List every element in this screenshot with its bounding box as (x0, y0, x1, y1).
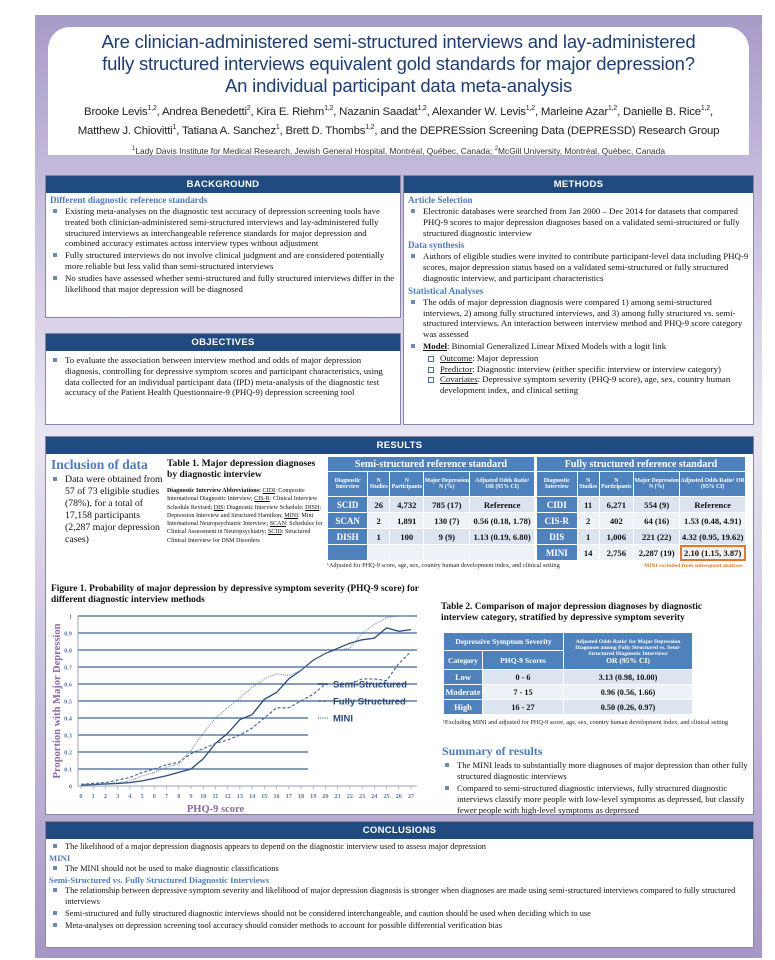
author-name: Danielle B. Rice (623, 105, 701, 118)
affiliations: $^1$Lady Davis Institute for Medical Research, Jewish General Hospital, Montréal, Québec, Canada; $^2$McGill University, Montréal, Québec, Canada (131, 145, 665, 156)
table1-row-header: SCAN (328, 513, 368, 529)
conclusions-heading: CONCLUSIONS (46, 822, 753, 839)
author-affiliation-mark: 1 (275, 123, 280, 131)
abbr-term: DIS (213, 504, 224, 511)
x-tick-label: 3 (116, 793, 120, 800)
objectives-bullet: To evaluate the association between interview method and odds of major depression diagnosis, controlling for depressive symptom scores and participant characteristics, using data collected for an individual participant data (IPD) meta-analysis of the diagnostic test accuracy of the Patient Health Questionnaire-9 (PHQ-9) depression screening tool (50, 355, 396, 398)
abbr-definition: : Composite International Diagnostic Interview; (167, 488, 305, 503)
model-text: : Binomial Generalized Linear Mixed Models with a logit link (446, 340, 667, 351)
table1-cell: 6,271 (599, 497, 633, 513)
author-affiliation-mark: 1,2 (365, 123, 375, 131)
x-tick-label: 14 (248, 793, 256, 800)
table1-column-header: Adjusted Odds Ratio¹ OR (95% CI) (470, 472, 535, 497)
y-tick-label: 0.3 (64, 732, 72, 740)
abbr-term: SCID (267, 529, 282, 536)
methods-section (403, 175, 754, 425)
table1-row-header: CIDI (537, 497, 578, 513)
table1-column-header: Diagnostic Interview (328, 472, 368, 497)
subitem-text: : Major depression (472, 352, 539, 363)
table1-fully-caption: Fully structured reference standard (537, 457, 746, 472)
x-tick-label: 8 (177, 793, 181, 800)
summary-bullet: The MINI leads to substantially more diagnoses of major depression than other fully structured diagnostic interviews (442, 760, 760, 782)
methods-subheading-data-synthesis: Data synthesis (408, 240, 465, 251)
x-tick-label: 9 (189, 793, 193, 800)
author-name: Nazanin Saadat (339, 105, 418, 118)
table1-cell: 785 (17) (424, 497, 470, 513)
methods-bullet: Electronic databases were searched from Jan 2000 – Dec 2014 for datasets that compared PHQ-9 scores to major depression diagnoses based on a validated semi-structured or fully structured diagnostic interview (408, 206, 749, 238)
table1-column-header: Diagnostic Interview (537, 472, 578, 497)
table2-title: Table 2. Comparison of major depression diagnoses by diagnostic interview category, stratified by depressive symptom severity (441, 602, 703, 624)
table2-or-header (564, 633, 693, 670)
x-tick-label: 18 (297, 793, 305, 800)
table1-cell: 2.10 (1.15, 3.87) (680, 545, 746, 561)
author-name: Brett D. Thombs (285, 124, 366, 137)
conclusions-list-1 (46, 841, 753, 852)
y-tick-label: 0.5 (64, 698, 72, 706)
table1-cell (470, 545, 535, 561)
table1-row (328, 529, 535, 545)
table2-row-header: Low (444, 670, 483, 685)
x-tick-label: 11 (212, 793, 219, 800)
abbr-definition: : Clinical Interview Schedule Revised; (167, 496, 318, 511)
table1-row (328, 545, 535, 561)
author-name: Tatiana A. Sanchez (181, 124, 276, 137)
objectives-section (45, 333, 401, 425)
abbr-term: SCAN (269, 521, 286, 528)
x-tick-label: 25 (383, 793, 390, 800)
conclusions-bullet: The MINI should not be used to make diagnostic classifications (50, 863, 749, 874)
conclusions-subheading-mini: MINI (49, 853, 71, 863)
summary-title: Summary of results (442, 744, 543, 758)
author-name: Kira E. Riehm (256, 105, 325, 118)
legend-label: MINI (333, 713, 354, 725)
table1-cell: 2,287 (19) (633, 545, 679, 561)
x-tick-label: 20 (322, 793, 329, 800)
table2-cell: 0.50 (0.26, 0.97) (564, 700, 693, 715)
background-heading: BACKGROUND (46, 176, 400, 193)
table1-abbreviations (167, 487, 329, 545)
abbr-term: MINI (284, 512, 299, 519)
abbr-term: CIDI (262, 488, 276, 494)
table1-cell: 2 (577, 513, 599, 529)
table1-row-header: SCID (328, 497, 368, 513)
table1-cell: 402 (599, 513, 633, 529)
x-tick-label: 24 (371, 793, 378, 800)
table1-row-header (328, 545, 368, 561)
title-line-1: Are clinician-administered semi-structured interviews and lay-administered (101, 31, 696, 52)
table1-title: Table 1. Major depression diagnoses by diagnostic interview (167, 458, 316, 480)
abbr-definition: : Mini International Neuropsychiatric Interview; (167, 512, 314, 528)
x-tick-label: 22 (346, 793, 354, 800)
table1-row (537, 545, 746, 561)
methods-bullet: Authors of eligible studies were invited to contribute participant-level data including PHQ-9 scores, major depression status based on a validated semi-structured or fully structured diagnostic interview, and participant characteristics (408, 251, 749, 283)
table1-cell (390, 545, 424, 561)
y-tick-label: 0.9 (64, 630, 72, 638)
summary-bullet: Compared to semi-structured diagnostic interviews, fully structured diagnostic interviews classify more people with low-level symptoms as depressed, but classify fewer people with high-level symptoms as depressed (442, 783, 760, 816)
authors-line-1: Brooke Levis$^{1,2}$, Andrea Benedetti$^2$, Kira E. Riehm$^{1,2}$, Nazanin Saadat$^{1,2}$, Alexander W. Levis$^{1,2}$, Marleine Azar$^{1,2}$, Danielle B. Rice$^{1,2}$, (84, 105, 713, 118)
abbr-label: Diagnostic Interview Abbreviations: (167, 488, 263, 494)
x-tick-label: 1 (91, 793, 95, 800)
table2-row (444, 700, 693, 715)
table1-cell: 9 (9) (424, 529, 470, 545)
table1-row-header: CIS-R (537, 513, 578, 529)
author-name: Brooke Levis (84, 105, 148, 118)
legend-label: Fully Structured (333, 696, 406, 708)
table1-cell: 4.32 (0.95, 19.62) (680, 529, 746, 545)
objectives-heading: OBJECTIVES (46, 334, 400, 351)
table2-col-scores: PHQ-9 Scores (483, 651, 564, 670)
table1-column-header: N Studies (577, 472, 599, 497)
author-affiliation-mark: 1,2 (324, 105, 334, 112)
author-name: Andrea Benedetti (161, 105, 247, 118)
x-tick-label: 4 (128, 793, 132, 800)
affiliation-2: McGill University, Montréal, Québec, Canada (498, 145, 665, 156)
author-affiliation-mark: 2 (246, 105, 251, 112)
title-line-3: An individual participant data meta-analysis (224, 75, 572, 96)
background-subheading: Different diagnostic reference standards (50, 195, 208, 205)
table1-cell: 130 (7) (424, 513, 470, 529)
table1-cell: 1.13 (0.19, 6.80) (470, 529, 535, 545)
y-tick-label: 0 (68, 783, 72, 791)
y-tick-label: 1 (68, 613, 72, 621)
conclusions-bullet: Meta-analyses on depression screening tool accuracy should consider methods to account for possible differential verification bias (50, 920, 749, 931)
table1-row (537, 497, 746, 513)
subitem-label: Outcome (440, 352, 473, 363)
table1-row-header: DIS (537, 529, 578, 545)
author-affiliation-mark: 1,2 (147, 105, 157, 112)
y-tick-label: 0.6 (64, 681, 72, 689)
x-tick-label: 2 (103, 793, 108, 800)
table1-cell: 4,732 (390, 497, 424, 513)
abbr-term: DISH (305, 504, 320, 511)
conclusions-section (45, 821, 754, 948)
methods-bullet-model (408, 341, 749, 352)
x-tick-label: 13 (236, 793, 244, 800)
x-tick-label: 10 (200, 793, 207, 800)
poster-title (48, 31, 749, 97)
conclusions-list-2 (46, 863, 753, 874)
title-line-2: fully structured interviews equivalent gold standards for major depression? (102, 53, 695, 74)
affiliation-1: Lady Davis Institute for Medical Research, Jewish General Hospital, Montréal, Québec, Canada; (135, 145, 493, 156)
author-group: and the DEPRESsion Screening Data (DEPRESSD) Research Group (380, 124, 720, 137)
table2-or-header-text: Adjusted Odds Ratio¹ for Major Depression Diagnoses among Fully Structured vs. Semi-Structured Diagnostic Interviews (575, 638, 681, 657)
model-label: Model (423, 340, 447, 351)
x-tick-label: 17 (285, 793, 292, 800)
table2-row (444, 670, 693, 685)
background-section (45, 175, 401, 318)
x-tick-label: 12 (224, 793, 231, 800)
figure1-chart (46, 608, 431, 813)
author-name: Alexander W. Levis (431, 105, 526, 118)
table1-cell: Reference (470, 497, 535, 513)
background-bullet: Fully structured interviews do not involve clinical judgment and are considered potentially more reliable but less valid than semi-structured interviews (50, 250, 396, 272)
author-affiliation-mark: 1 (172, 123, 177, 131)
subitem-label: Covariates (440, 374, 478, 385)
author-name: Marleine Azar (540, 105, 608, 118)
table2-or-subheader: OR (95% CI) (606, 655, 650, 665)
author-affiliation-mark: 1,2 (607, 105, 618, 112)
table1-column-header: N Participants (599, 472, 633, 497)
conclusions-bullet: The likelihood of a major depression diagnosis appears to depend on the diagnostic interview used to assess major depression (50, 841, 749, 852)
table2-row-header: Moderate (444, 685, 483, 700)
table1-cell: 14 (577, 545, 599, 561)
table1-cell (368, 545, 390, 561)
table1-semi-structured (327, 456, 535, 561)
x-tick-label: 7 (164, 793, 169, 800)
table2-row-header: High (444, 700, 483, 715)
table2-footnote: ¹Excluding MINI and adjusted for PHQ-9 score, age, sex, country human development index, and clinical setting (443, 719, 728, 726)
x-tick-label: 15 (261, 793, 268, 800)
table1-cell: 221 (22) (633, 529, 679, 545)
table1-column-header: N Studies (368, 472, 390, 497)
table1-cell: 0.56 (0.18, 1.78) (470, 513, 535, 529)
table1-column-header: Adjusted Odds Ratio¹ OR (95% CI) (680, 472, 746, 497)
table1-cell: 2 (368, 513, 390, 529)
x-tick-label: 23 (358, 793, 366, 800)
table2-group-header: Depressive Symptom Severity (444, 633, 564, 651)
table1-cell: 1 (368, 529, 390, 545)
methods-heading: METHODS (404, 176, 753, 193)
abbr-definition: : Schedules for Clinical Assessment in Neuropsychiatry; (167, 521, 323, 536)
y-axis-label: Proportion with Major Depression (52, 623, 63, 779)
methods-list-2 (404, 251, 753, 283)
abbr-definition: : Depression Interview and Structured Hamilton; (167, 504, 322, 519)
x-axis-label: PHQ-9 score (186, 804, 245, 813)
table1-row-header: MINI (537, 545, 578, 561)
table1-cell: 554 (9) (633, 497, 679, 513)
conclusions-list-3 (46, 885, 753, 931)
x-tick-label: 6 (152, 793, 156, 800)
table1-cell: Reference (680, 497, 746, 513)
y-tick-label: 0.1 (64, 766, 72, 774)
x-tick-label: 0 (79, 793, 83, 800)
poster (35, 15, 762, 958)
table2-col-category: Category (444, 651, 483, 670)
table2-cell: 0.96 (0.56, 1.66) (564, 685, 693, 700)
methods-subitem (426, 364, 753, 375)
title-panel (48, 27, 749, 155)
conclusions-bullet: The relationship between depressive symptom severity and likelihood of major depression diagnosis is stronger when diagnoses are made using semi-structured interviews compared to fully structured interviews (50, 885, 749, 907)
table1-column-header: Major Depression N (%) (424, 472, 470, 497)
conclusions-bullet: Semi-structured and fully structured diagnostic interviews should not be considered interchangeable, and caution should be used when deciding which to use (50, 908, 749, 919)
table2-cell: 7 - 15 (483, 685, 564, 700)
abbr-definition: : Structured Clinical Interview for DSM Disorders (167, 529, 311, 544)
table2-cell: 0 - 6 (483, 670, 564, 685)
table1-column-header: N Participants (390, 472, 424, 497)
conclusions-subheading-semi-vs-fully: Semi-Structured vs. Fully Structured Diagnostic Interviews (49, 875, 270, 885)
subitem-text: : Depressive symptom severity (PHQ-9 score), age, sex, country human development index, and clinical setting (440, 374, 731, 396)
table1-cell: 1 (577, 529, 599, 545)
table1-cell: 64 (16) (633, 513, 679, 529)
table1-footnote: ¹Adjusted for PHQ-9 score, age, sex, country human development index, and clinical setting (327, 562, 560, 569)
background-list (46, 206, 400, 294)
author-affiliation-mark: 1,2 (525, 105, 535, 112)
authors-line-2: Matthew J. Chiovitti$^1$, Tatiana A. Sanchez$^1$, Brett D. Thombs$^{1,2}$, and the DEPRESsion Screening Data (DEPRESSD) Research Group (77, 123, 720, 137)
table1-cell: 1.53 (0.48, 4.91) (680, 513, 746, 529)
abbr-definition: : Diagnostic Interview Schedule; (223, 504, 306, 511)
table2-cell: 3.13 (0.98, 10.00) (564, 670, 693, 685)
objectives-list (46, 355, 400, 398)
mini-excluded-note: MINI excluded from subsequent analyses (644, 563, 743, 569)
methods-subitem (426, 353, 753, 364)
table2 (443, 632, 693, 715)
methods-subheading-statistical-analyses: Statistical Analyses (408, 285, 484, 296)
methods-bullet: The odds of major depression diagnosis were compared 1) among semi-structured interviews, 2) among fully structured interviews, and 3) among fully structured vs. semi-structured interviews. An interaction between interview method and PHQ-9 score category was assessed (408, 297, 749, 340)
subitem-text: : Diagnostic interview (either specific interview or interview category) (472, 363, 721, 374)
inclusion-bullet: Data were obtained from 57 of 73 eligible studies (78%), for a total of 17,158 participants (2,287 major depression cases) (50, 474, 165, 546)
table1-cell (424, 545, 470, 561)
results-section (45, 436, 754, 815)
table1-cell: 1,006 (599, 529, 633, 545)
table1-row (328, 497, 535, 513)
y-tick-label: 0.2 (64, 749, 72, 757)
table1-row-header: DISH (328, 529, 368, 545)
y-tick-label: 0.8 (64, 647, 72, 655)
subitem-label: Predictor (440, 363, 473, 374)
x-tick-label: 5 (140, 793, 144, 800)
author-affiliation-mark: 1,2 (417, 105, 427, 112)
summary-list (438, 760, 764, 817)
table1-cell: 1,891 (390, 513, 424, 529)
x-tick-label: 26 (395, 793, 402, 800)
x-tick-label: 21 (334, 793, 341, 800)
x-tick-label: 27 (407, 793, 415, 800)
table1-cell: 26 (368, 497, 390, 513)
results-body (46, 454, 753, 815)
methods-list-1 (404, 206, 753, 238)
table1-row (537, 529, 746, 545)
table1-cell: 100 (390, 529, 424, 545)
background-bullet: Existing meta-analyses on the diagnostic test accuracy of depression screening tools have treated both clinician-administered semi-structured interviews and lay-administered fully structured interviews as interchangeable reference standards for major depression and combined accuracy estimates across interview types without adjustment (50, 206, 396, 249)
table1-row (328, 513, 535, 529)
table1-row (537, 513, 746, 529)
abbr-term: CIS-R (254, 496, 270, 503)
table2-row (444, 685, 693, 700)
methods-subheading-article-selection: Article Selection (408, 195, 473, 205)
table1-semi-caption: Semi-structured reference standard (328, 457, 535, 472)
table1-cell: 11 (577, 497, 599, 513)
methods-subitem (426, 374, 753, 396)
y-tick-label: 0.4 (64, 715, 72, 723)
methods-list-3 (404, 297, 753, 352)
legend-label: Semi-Structured (333, 679, 407, 691)
table1-cell: 2,756 (599, 545, 633, 561)
inclusion-title: Inclusion of data (51, 457, 148, 472)
authors (48, 101, 749, 139)
author-name: Matthew J. Chiovitti (77, 124, 173, 137)
background-bullet: No studies have assessed whether semi-structured and fully structured interviews differ in the likelihood that major depression will be diagnosed (50, 273, 396, 295)
figure1-title: Figure 1. Probability of major depression by depressive symptom severity (PHQ-9 score) for different diagnostic interview methods (51, 584, 419, 606)
table2-cell: 16 - 27 (483, 700, 564, 715)
table1-fully-structured (536, 456, 746, 561)
results-heading: RESULTS (46, 437, 753, 454)
x-tick-label: 19 (310, 793, 317, 800)
author-affiliation-mark: 1,2 (700, 105, 710, 112)
table1-column-header: Major Depression N (%) (633, 472, 679, 497)
y-tick-label: 0.7 (64, 664, 72, 672)
methods-sublist (404, 353, 753, 396)
x-tick-label: 16 (273, 793, 280, 800)
inclusion-list (46, 474, 169, 547)
